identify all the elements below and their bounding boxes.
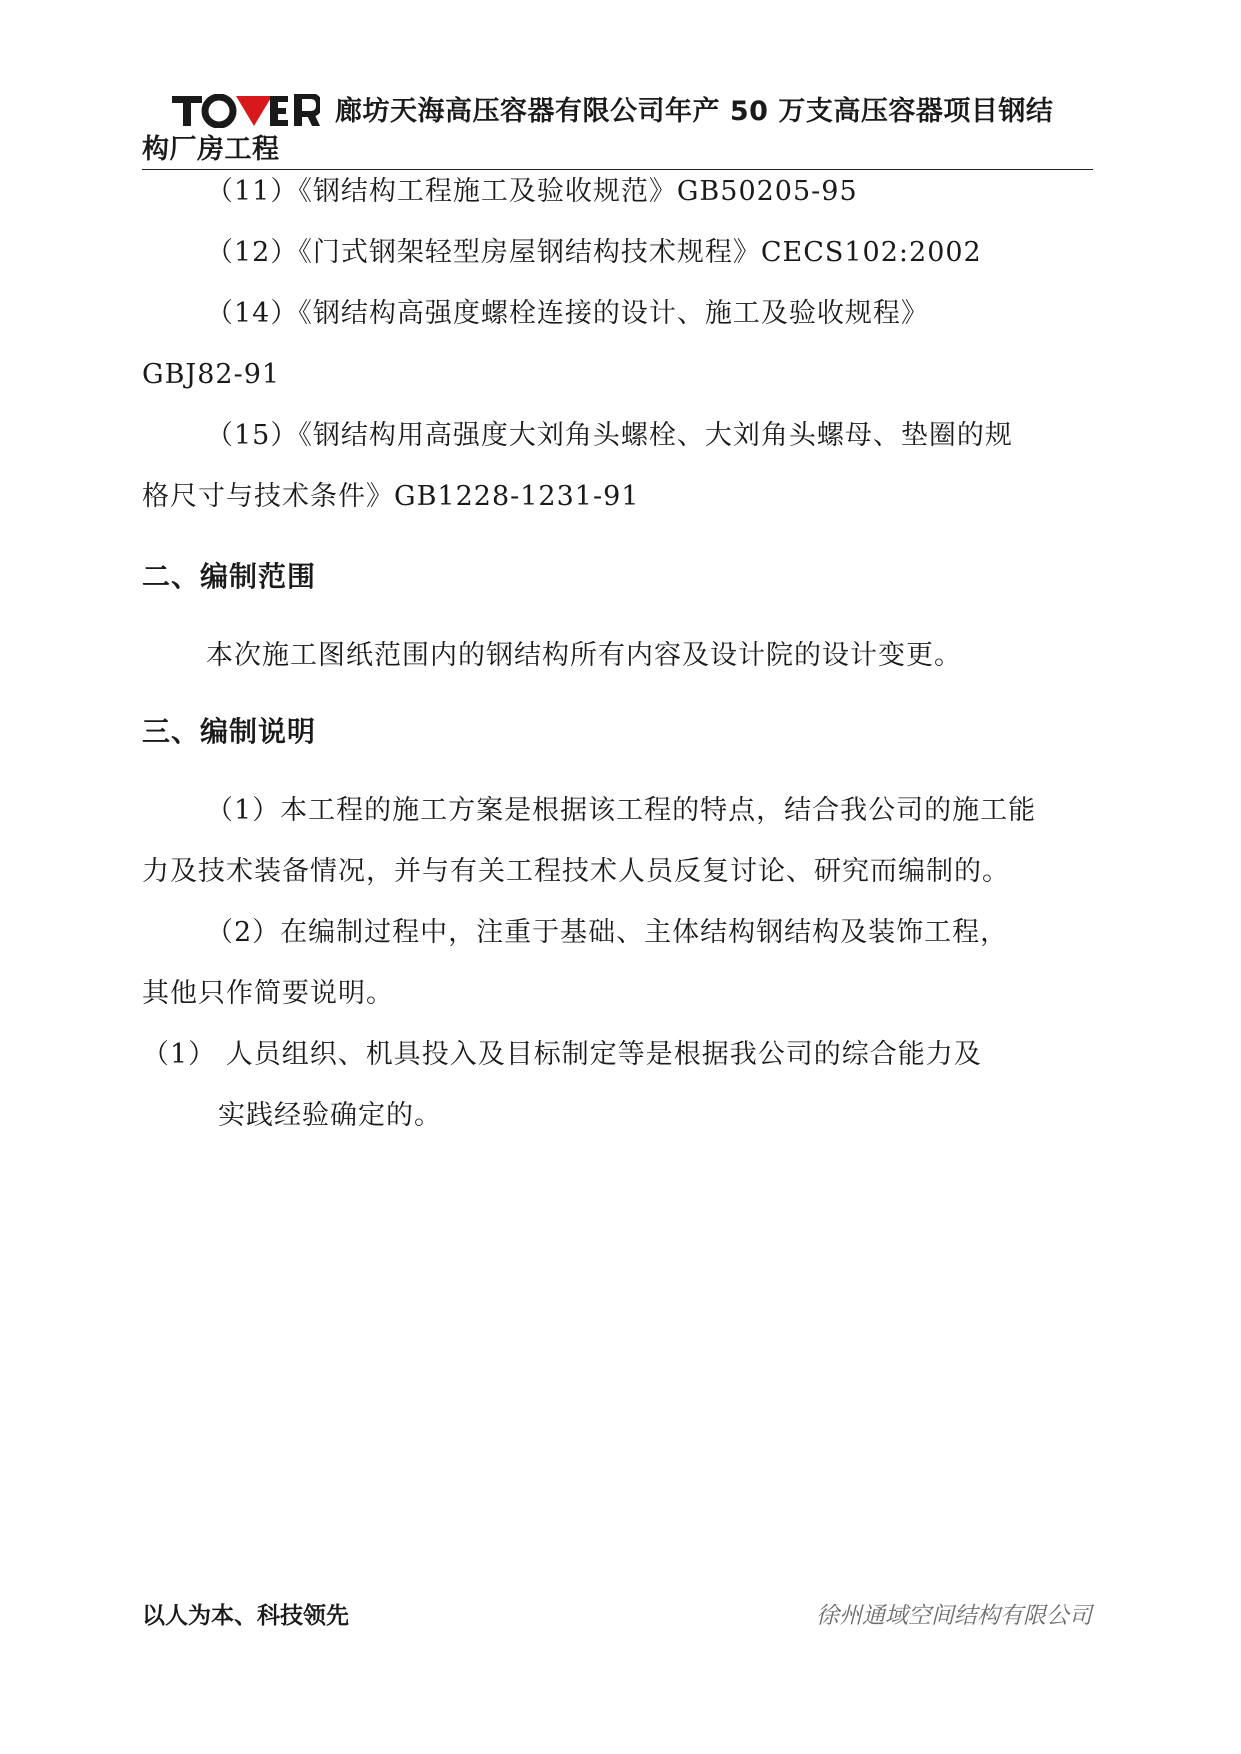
standard-item-15: （15）《钢结构用高强度大刘角头螺栓、大刘角头螺母、垫圈的规 bbox=[206, 420, 1013, 451]
page-header bbox=[142, 88, 1092, 170]
document-body bbox=[142, 170, 1092, 1146]
note-3-line-1: （1） 人员组织、机具投入及目标制定等是根据我公司的综合能力及 bbox=[142, 1039, 982, 1070]
note-2-line-2: 其他只作简要说明。 bbox=[142, 978, 394, 1009]
note-1-line-1: （1）本工程的施工方案是根据该工程的特点，结合我公司的施工能 bbox=[206, 795, 1037, 826]
footer-slogan: 以人为本、科技领先 bbox=[142, 1603, 349, 1629]
section-heading-notes: 三、编制说明 bbox=[142, 715, 317, 748]
standard-item-15-cont: 格尺寸与技术条件》GB1228-1231-91 bbox=[142, 481, 640, 512]
standard-item-12: （12）《门式钢架轻型房屋钢结构技术规程》CECS102:2002 bbox=[206, 237, 982, 268]
header-title-line-2: 构厂房工程 bbox=[142, 134, 280, 165]
standard-item-11: （11）《钢结构工程施工及验收规范》GB50205-95 bbox=[206, 176, 858, 207]
section-heading-scope: 二、编制范围 bbox=[142, 560, 317, 593]
scope-paragraph: 本次施工图纸范围内的钢结构所有内容及设计院的设计变更。 bbox=[206, 640, 962, 671]
note-1-line-2: 力及技术装备情况，并与有关工程技术人员反复讨论、研究而编制的。 bbox=[142, 856, 1010, 887]
footer-company-name: 徐州通域空间结构有限公司 bbox=[816, 1603, 1092, 1629]
header-title-line-1: 廊坊天海高压容器有限公司年产 50 万支高压容器项目钢结 bbox=[335, 96, 1054, 127]
standard-item-14: （14）《钢结构高强度螺栓连接的设计、施工及验收规程》 bbox=[206, 298, 929, 329]
note-3-line-2: 实践经验确定的。 bbox=[218, 1100, 442, 1131]
note-2-line-1: （2）在编制过程中，注重于基础、主体结构钢结构及装饰工程， bbox=[206, 917, 1009, 948]
standard-item-14-code: GBJ82-91 bbox=[142, 359, 281, 390]
page-footer bbox=[142, 1598, 1092, 1638]
tower-logo bbox=[172, 94, 320, 128]
